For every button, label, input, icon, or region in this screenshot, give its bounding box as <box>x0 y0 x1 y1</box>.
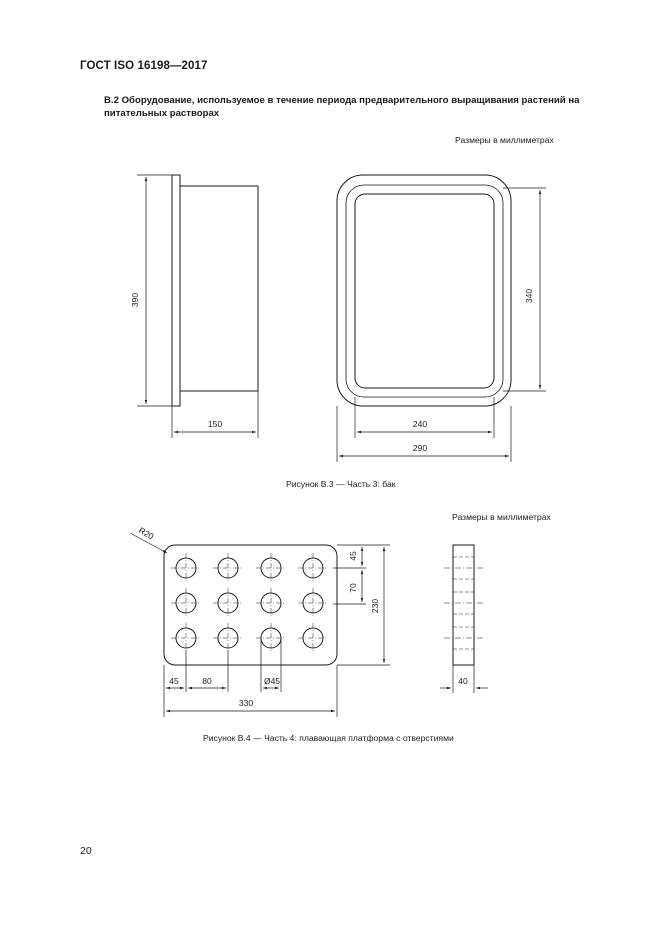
dimension-290 <box>337 406 511 462</box>
dim-label-45-vertical: 45 <box>348 551 358 561</box>
dimension-45-top <box>333 545 390 568</box>
dim-label-340: 340 <box>524 288 534 304</box>
dimension-390 <box>137 175 172 406</box>
dimension-230 <box>337 547 390 665</box>
dim-label-45-horizontal: 45 <box>169 676 179 686</box>
dim-label-230: 230 <box>370 598 380 614</box>
dim-label-240: 240 <box>412 419 428 429</box>
dimension-150 <box>172 391 258 438</box>
section-title: B.2 Оборудование, используемое в течение периода предварительного выращивания растений на питательных растворах <box>104 95 580 119</box>
dim-label-150: 150 <box>207 419 223 429</box>
dim-label-80: 80 <box>202 676 212 686</box>
dim-label-330: 330 <box>238 698 254 708</box>
page-number: 20 <box>80 845 92 857</box>
tank-side-view <box>172 175 258 406</box>
dim-label-r20: R20 <box>137 525 156 542</box>
tank-top-view <box>337 175 511 406</box>
dimension-330 <box>166 665 337 717</box>
dimension-240 <box>355 397 494 438</box>
platform-holes <box>171 553 328 653</box>
figure-b4-caption: Рисунок B.4 — Часть 4: плавающая платформа с отверстиями <box>203 733 454 743</box>
dim-label-290: 290 <box>412 443 428 453</box>
document-standard-header: ГОСТ ISO 16198—2017 <box>80 60 208 72</box>
figure-b4-units-note: Размеры в миллиметрах <box>452 512 551 522</box>
dim-label-diameter-45: Ø45 <box>263 676 281 686</box>
platform-side-view <box>444 545 483 665</box>
dim-label-70: 70 <box>348 583 358 593</box>
figure-b3-units-note: Размеры в миллиметрах <box>455 135 554 145</box>
dim-label-390: 390 <box>130 292 140 308</box>
figure-b3-caption: Рисунок B.3 — Часть 3: бак <box>286 479 396 489</box>
dim-label-40: 40 <box>458 676 468 686</box>
